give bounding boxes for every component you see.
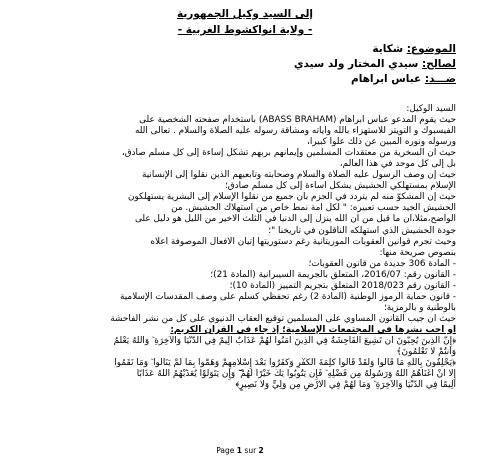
- body-line: بنصوص صريحة منها:: [379, 247, 456, 258]
- quran-line: ﴿يَحْلِفُونَ بِاللَّهِ مَا قَالُوا وَلَقَدْ قَالُوا كَلِمَةَ الْكُفْرِ وَكَفَرُوا بَعْدَ إِسْلَامِهِمْ وَهَمُّوا بِمَا لَمْ يَنَالُوا ۚ وَمَا نَقَمُوا: [114, 358, 456, 369]
- body-line: جودة الحشيش الذي استهلكه الناقلون في تاريخنا "؛: [268, 225, 456, 236]
- jurisdiction-line: - ولاية انواكشوط الغربية -: [177, 24, 313, 36]
- page-label: Page: [216, 446, 235, 455]
- body-line: السيد الوكيل:: [406, 104, 456, 114]
- body-line: حيث يقوم المدعو عباس ابراهام (ABASS BRAHAM) باستخدام صفحته الشخصية على: [139, 115, 456, 126]
- body-line: ورسوله ونوره المبين عن ذلك علوا كبيرا،: [307, 137, 456, 148]
- against-value: عباس ابراهام: [351, 73, 422, 85]
- subject-key: الموضوع:: [406, 43, 456, 55]
- page-number: 1: [236, 446, 243, 455]
- body-line: - القانون رقم 2018/023 المتعلق بتجريم التمييز (المادة 10)؛: [229, 280, 456, 291]
- letter-header: [150, 6, 340, 38]
- body-line: الفيسبوك و التويتر للاستهزاء بالله وآياته ومشاقة رسوله عليه الصلاة والسلام . تعالى الله: [134, 126, 456, 137]
- body-line: حيث أن جيب القانون المساوي على المسلمين توقيع العقاب الدنيوي على كل من نشر الفاحشة: [110, 313, 456, 324]
- page-footer: [0, 446, 480, 455]
- body-line: بالوطنية و بالرمزية؛: [383, 302, 456, 313]
- subject-row: [36, 42, 456, 57]
- body-line: الإسلام بمستهلكي الحشيش يشكل اساءة إلى كل مسلم صادق؛: [224, 181, 456, 192]
- against-key: ضـــد:: [424, 73, 456, 85]
- beneficiary-value: سيدي المختار ولد سيدي: [293, 58, 419, 70]
- body-line: وحيث تجرم قوانين العقوبات الموريتانية رغم دستوريتها إتيان الأفعال الموصوفة أعلاه: [150, 236, 456, 247]
- page-total: 2: [258, 446, 264, 455]
- against-row: [36, 72, 456, 87]
- body-line: حيث أن السخرية من معتقدات المسلمين وإيمانهم بربهم تشكل إساءة إلى كل مسلم صادق،: [121, 148, 456, 159]
- body-line: الحشيش الجيد حسب تعبيره: " لكل أمة نمط خاص من استهلاك الحشيش. من: [171, 203, 456, 214]
- body-line: الواضح،مثلا،أن ما قيل من أن الله ينزل إلى الدنيا في الثلث الأخير من الليل هو دليل على: [135, 214, 456, 225]
- body-line: حيث إن المشكوّ منه لم يتردد في الجزم بأن جميع من نقلوا الإسلام إلى البشرية يستهلكون: [127, 192, 456, 203]
- body-line: - القانون رقم: 2016/07، المتعلق بالجريمة السيبرانية (المادة 21)؛: [210, 269, 456, 280]
- letter-body: [20, 104, 456, 391]
- body-line: - المادة 306 جديدة من قانون العقوبات؛: [308, 258, 456, 269]
- letter-meta: [36, 42, 456, 87]
- quran-line: وَأَنتُمْ لَا تَعْلَمُونَ﴾: [396, 347, 456, 358]
- body-line: حيث إن وصف الرسول عليه الصلاة والسلام وصحابته وتابعيهم الذين نقلوا إلى الإنسانية: [141, 170, 456, 181]
- body-line: - قانون حماية الرموز الوطنية (المادة 2) رغم تحفظي كسلم على وصف المقدسات الإسلامية: [120, 291, 456, 302]
- beneficiary-row: [36, 57, 456, 72]
- subject-value: شكاية: [372, 43, 404, 55]
- body-line: بل إلى كل موحد في هذا العالم،: [339, 159, 456, 170]
- quran-line: إِلَّا أَنْ أَغْنَاهُمُ اللَّهُ وَرَسُولُهُ مِن فَضْلِهِ ۚ فَإِن يَتُوبُوا يَكُ خَيْرًا لَّهُمْ ۖ وَإِن يَتَوَلَّوْا يُعَذِّبْهُمُ اللَّهُ عَذَابًا: [136, 369, 456, 380]
- page-sep: sur: [244, 446, 257, 455]
- quran-line: ﴿إِنَّ الَّذِينَ يُحِبُّونَ أَن تَشِيعَ الْفَاحِشَةُ فِي الَّذِينَ آمَنُوا لَهُمْ عَذَابٌ أَلِيمٌ فِي الدُّنْيَا وَالْآخِرَةِ ۚ وَاللَّهُ يَعْلَمُ: [113, 335, 456, 346]
- quran-line: أَلِيمًا فِي الدُّنْيَا وَالْآخِرَةِ ۚ وَمَا لَهُمْ فِي الْأَرْضِ مِن وَلِيٍّ وَلَا نَصِيرٍ﴾: [235, 380, 456, 391]
- body-line: أو أحب نشرها في المجتمعات الإسلامية؛ إذ جاء في القرآن الكريم:: [170, 324, 456, 335]
- beneficiary-key: لصالح:: [422, 58, 456, 70]
- addressee-line: إلى السيد وكيل الجمهورية: [176, 8, 314, 20]
